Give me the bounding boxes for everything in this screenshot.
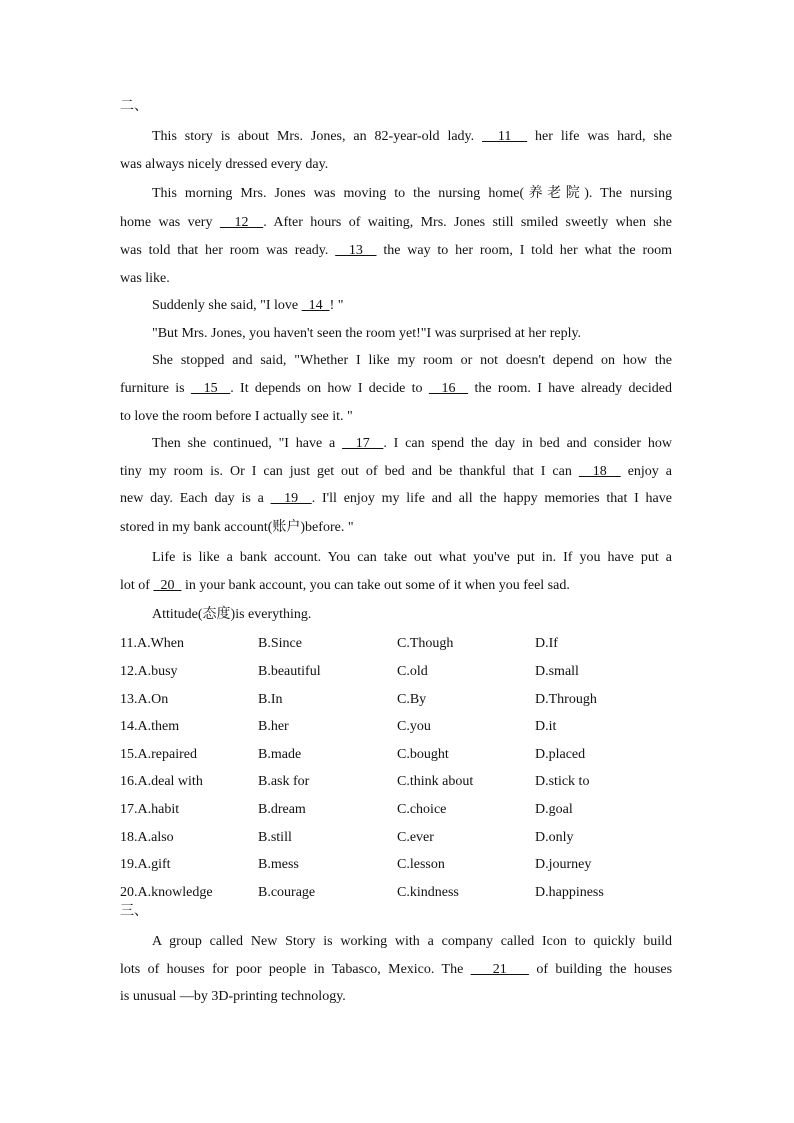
option-15-d: D.placed — [535, 747, 586, 762]
passage-line — [152, 605, 311, 625]
option-12-a: 12.A.busy — [120, 664, 178, 679]
blank-15: 15 — [190, 381, 231, 396]
passage-line — [120, 379, 672, 399]
option-13-d: D.Through — [535, 692, 597, 707]
blank-14: 14 — [301, 298, 330, 313]
option-18-b: B.still — [258, 830, 292, 845]
option-15-a: 15.A.repaired — [120, 747, 197, 762]
text-segment: her life was hard, she — [527, 129, 673, 144]
blank-20: 20 — [153, 578, 182, 593]
passage-line — [152, 548, 672, 568]
text-segment: . I can spend the day in bed and consider how — [383, 436, 672, 451]
passage-line — [152, 184, 672, 204]
text-segment: "But Mrs. Jones, you haven't seen the room yet!"I was surprised at her reply. — [152, 326, 582, 341]
option-16-b: B.ask for — [258, 774, 310, 789]
option-11-a: 11.A.When — [120, 636, 185, 651]
blank-13: 13 — [335, 243, 377, 258]
text-segment: Suddenly she said, "I love — [152, 298, 302, 313]
option-18-a: 18.A.also — [120, 830, 174, 845]
option-15-c: C.bought — [397, 747, 449, 762]
blank-11: 11 — [482, 129, 528, 144]
option-16-c: C.think about — [397, 774, 474, 789]
option-20-d: D.happiness — [535, 885, 604, 900]
text-segment: the way to her room, I told her what the room — [376, 243, 672, 258]
passage-line — [120, 213, 672, 233]
option-20-b: B.courage — [258, 885, 316, 900]
text-segment: to love the room before I actually see it. " — [120, 409, 353, 424]
passage-line — [120, 960, 672, 980]
text-segment: tiny my room is. Or I can just get out of bed and be thankful that I can — [120, 464, 579, 479]
option-11-d: D.If — [535, 636, 558, 651]
passage-line — [152, 351, 672, 371]
passage-line — [120, 489, 672, 509]
passage-line — [120, 241, 672, 261]
option-18-d: D.only — [535, 830, 574, 845]
passage-line — [120, 407, 353, 427]
option-14-c: C.you — [397, 719, 431, 734]
option-19-a: 19.A.gift — [120, 857, 171, 872]
text-segment: Life is like a bank account. You can take out what you've put in. If you have put a — [152, 550, 672, 565]
option-11-b: B.Since — [258, 636, 302, 651]
passage-line — [120, 518, 354, 538]
text-segment: is unusual —by 3D-printing technology. — [120, 989, 346, 1004]
option-20-c: C.kindness — [397, 885, 459, 900]
text-segment: of building the houses — [528, 962, 673, 977]
passage-line — [120, 987, 346, 1007]
option-19-b: B.mess — [258, 857, 299, 872]
option-13-c: C.By — [397, 692, 427, 707]
blank-19: 19 — [270, 491, 312, 506]
text-segment: This morning Mrs. Jones was moving to the nursing home(养老院). The nursing — [152, 186, 672, 201]
text-segment: . I'll enjoy my life and all the happy memories that I have — [311, 491, 672, 506]
option-13-a: 13.A.On — [120, 692, 169, 707]
option-17-c: C.choice — [397, 802, 447, 817]
text-segment: Then she continued, "I have a — [152, 436, 343, 451]
option-17-d: D.goal — [535, 802, 573, 817]
option-19-d: D.journey — [535, 857, 592, 872]
text-segment: lot of — [120, 578, 154, 593]
section-3-heading: 三、 — [120, 904, 148, 919]
passage-line — [120, 155, 328, 175]
option-15-b: B.made — [258, 747, 302, 762]
passage-line — [152, 127, 672, 147]
option-14-b: B.her — [258, 719, 289, 734]
passage-line — [120, 576, 570, 596]
text-segment: was always nicely dressed every day. — [120, 157, 329, 172]
option-20-a: 20.A.knowledge — [120, 885, 213, 900]
option-12-b: B.beautiful — [258, 664, 321, 679]
blank-12: 12 — [219, 215, 264, 230]
option-16-a: 16.A.deal with — [120, 774, 203, 789]
text-segment: She stopped and said, "Whether I like my room or not doesn't depend on how the — [152, 353, 672, 368]
blank-21: 21 — [470, 962, 529, 977]
option-14-a: 14.A.them — [120, 719, 180, 734]
option-17-b: B.dream — [258, 802, 306, 817]
option-11-c: C.Though — [397, 636, 454, 651]
section-2-heading: 二、 — [120, 99, 148, 114]
option-12-d: D.small — [535, 664, 579, 679]
option-13-b: B.In — [258, 692, 283, 707]
text-segment: Attitude(态度)is everything. — [152, 607, 312, 622]
blank-18: 18 — [578, 464, 621, 479]
passage-line — [152, 932, 672, 952]
option-14-d: D.it — [535, 719, 557, 734]
passage-line — [152, 434, 672, 454]
text-segment: ! " — [329, 298, 344, 313]
blank-16: 16 — [428, 381, 469, 396]
text-segment: the room. I have already decided — [468, 381, 673, 396]
text-segment: furniture is — [120, 381, 191, 396]
text-segment: A group called New Story is working with a company called Icon to quickly build — [152, 934, 672, 949]
text-segment: in your bank account, you can take out some of it when you feel sad. — [181, 578, 570, 593]
option-18-c: C.ever — [397, 830, 434, 845]
text-segment: home was very — [120, 215, 220, 230]
text-segment: enjoy a — [620, 464, 672, 479]
option-12-c: C.old — [397, 664, 428, 679]
passage-line — [152, 296, 343, 316]
option-16-d: D.stick to — [535, 774, 590, 789]
text-segment: was like. — [120, 271, 170, 286]
option-17-a: 17.A.habit — [120, 802, 180, 817]
passage-line — [152, 324, 581, 344]
text-segment: stored in my bank account(账户)before. " — [120, 520, 354, 535]
text-segment: new day. Each day is a — [120, 491, 271, 506]
text-segment: lots of houses for poor people in Tabasco, Mexico. The — [120, 962, 471, 977]
text-segment: was told that her room was ready. — [120, 243, 336, 258]
text-segment: This story is about Mrs. Jones, an 82-year-old lady. — [152, 129, 483, 144]
option-19-c: C.lesson — [397, 857, 445, 872]
text-segment: . It depends on how I decide to — [230, 381, 429, 396]
passage-line — [120, 269, 170, 289]
blank-17: 17 — [342, 436, 384, 451]
passage-line — [120, 462, 672, 482]
text-segment: . After hours of waiting, Mrs. Jones still smiled sweetly when she — [263, 215, 672, 230]
